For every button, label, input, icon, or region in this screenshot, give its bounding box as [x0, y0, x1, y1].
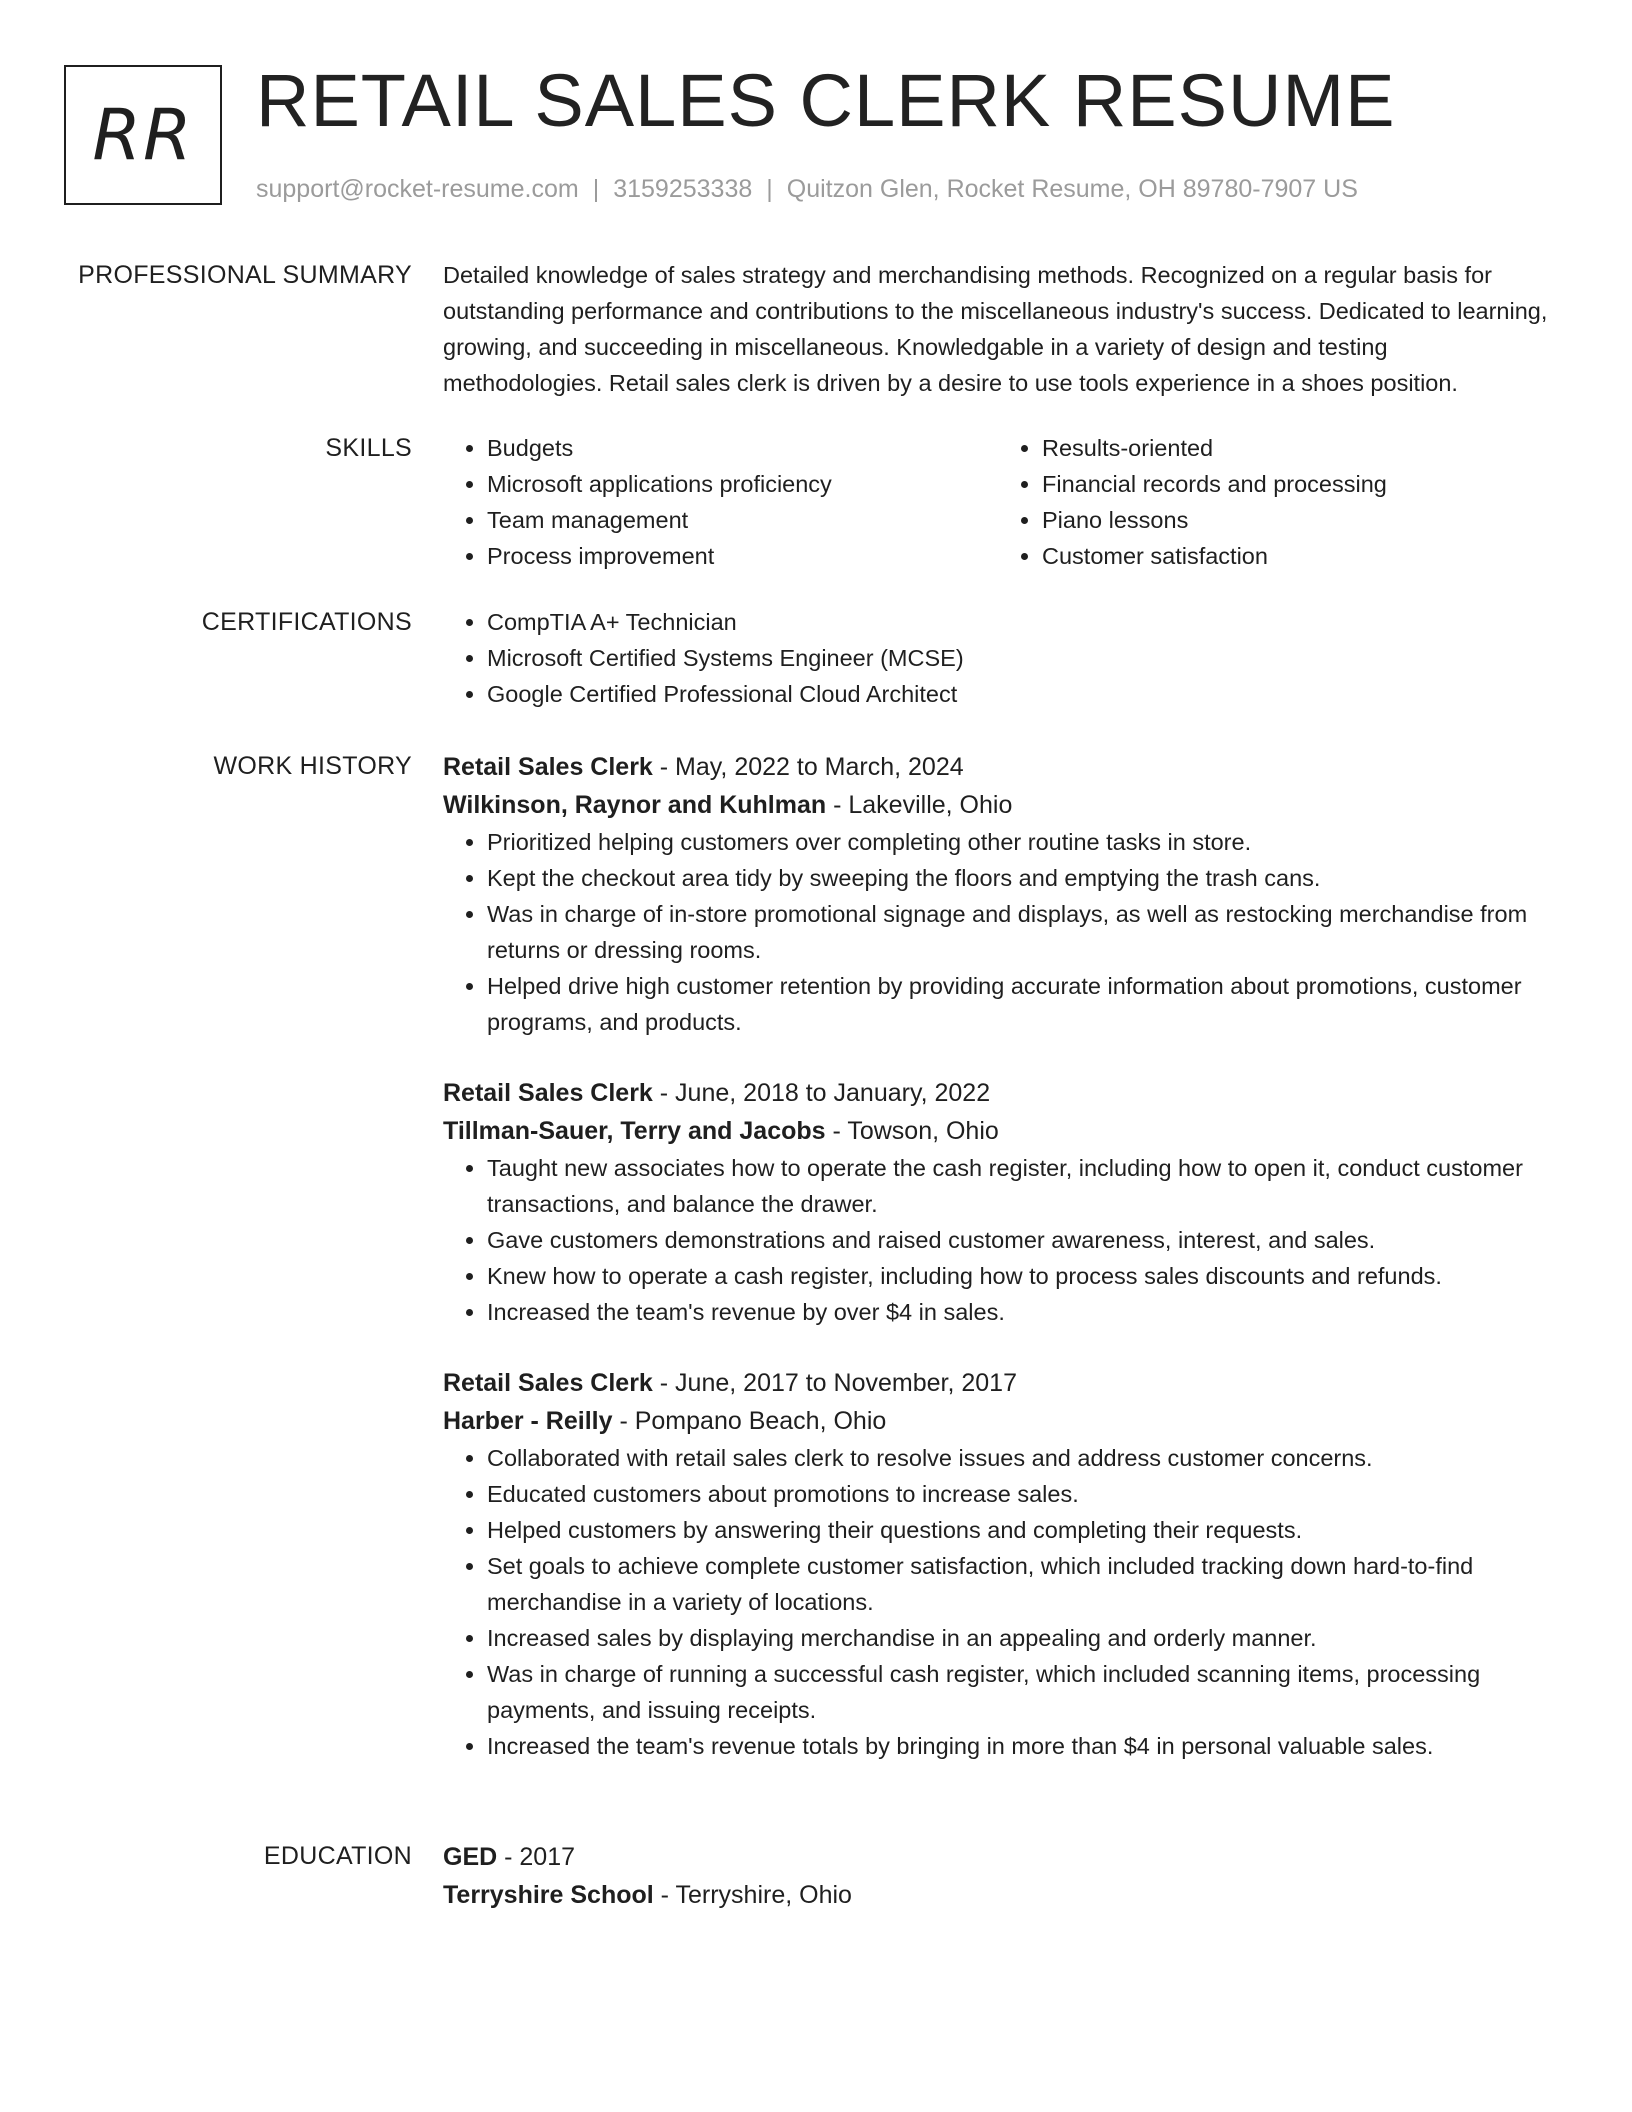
skill-item: • Piano lessons	[1042, 502, 1553, 538]
skill-item: • Results-oriented	[1042, 430, 1553, 466]
section-label-work-history: WORK HISTORY	[213, 752, 412, 780]
degree-line	[443, 1838, 1553, 1876]
job-bullets	[443, 1150, 1553, 1330]
job-title-line	[443, 748, 1553, 786]
skill-item: • Financial records and processing	[1042, 466, 1553, 502]
job-bullet: • Taught new associates how to operate the cash register, including how to open it, conduct customer transactions, and balance the drawer.	[487, 1150, 1553, 1222]
contact-address: Quitzon Glen, Rocket Resume, OH 89780-7907 US	[786, 175, 1358, 203]
section-label-certifications: CERTIFICATIONS	[201, 608, 412, 636]
work-history-body	[443, 748, 1553, 1798]
contact-email[interactable]: support@rocket-resume.com	[256, 175, 579, 203]
school-name: Terryshire School	[443, 1881, 654, 1909]
skills-list-left	[443, 430, 998, 574]
skills-list-right	[998, 430, 1553, 574]
job-bullet: • Helped drive high customer retention by providing accurate information about promotions, customer programs, and products.	[487, 968, 1553, 1040]
job-company: Tillman-Sauer, Terry and Jacobs	[443, 1117, 826, 1145]
certification-item: • Google Certified Professional Cloud Architect	[487, 676, 1553, 712]
job-bullet: • Gave customers demonstrations and raised customer awareness, interest, and sales.	[487, 1222, 1553, 1258]
job-bullet: • Knew how to operate a cash register, including how to process sales discounts and refunds.	[487, 1258, 1553, 1294]
skill-item: • Process improvement	[487, 538, 998, 574]
job-bullets	[443, 824, 1553, 1040]
school-line	[443, 1876, 1553, 1914]
job-bullet: • Increased the team's revenue totals by bringing in more than $4 in personal valuable sales.	[487, 1728, 1553, 1764]
job-location: - Pompano Beach, Ohio	[612, 1407, 887, 1435]
degree-year: - 2017	[497, 1843, 576, 1871]
contact-separator: |	[592, 175, 600, 203]
job-location: - Lakeville, Ohio	[826, 791, 1013, 819]
school-location: - Terryshire, Ohio	[653, 1881, 852, 1909]
section-label-skills: SKILLS	[325, 434, 412, 462]
degree-name: GED	[443, 1843, 498, 1871]
job-bullet: • Was in charge of in-store promotional signage and displays, as well as restocking merchandise from returns or dressing rooms.	[487, 896, 1553, 968]
summary-body	[443, 257, 1553, 401]
job-location: - Towson, Ohio	[825, 1117, 999, 1145]
job-bullets	[443, 1440, 1553, 1764]
job-title-line	[443, 1074, 1553, 1112]
monogram-text: RR	[92, 94, 194, 176]
job-bullet: • Helped customers by answering their questions and completing their requests.	[487, 1512, 1553, 1548]
certifications-body	[443, 604, 1553, 712]
job-bullet: • Was in charge of running a successful cash register, which included scanning items, processing payments, and issuing receipts.	[487, 1656, 1553, 1728]
section-label-summary: PROFESSIONAL SUMMARY	[78, 261, 412, 289]
skill-item: • Budgets	[487, 430, 998, 466]
resume-title: RETAIL SALES CLERK RESUME	[256, 59, 1396, 142]
contact-phone[interactable]: 3159253338	[613, 175, 753, 203]
job-bullet: • Increased sales by displaying merchandise in an appealing and orderly manner.	[487, 1620, 1553, 1656]
job-title: Retail Sales Clerk	[443, 1079, 653, 1107]
job-dates: - June, 2018 to January, 2022	[652, 1079, 991, 1107]
job-bullet: • Collaborated with retail sales clerk to resolve issues and address customer concerns.	[487, 1440, 1553, 1476]
job-company-line	[443, 1112, 1553, 1150]
education-body	[443, 1838, 1553, 1914]
contact-line	[256, 173, 1358, 205]
section-label-education: EDUCATION	[263, 1842, 412, 1870]
skill-item: • Customer satisfaction	[1042, 538, 1553, 574]
monogram-logo	[64, 65, 222, 205]
skill-item: • Microsoft applications proficiency	[487, 466, 998, 502]
contact-separator: |	[766, 175, 773, 203]
certifications-list	[443, 604, 1553, 712]
summary-text: Detailed knowledge of sales strategy and merchandising methods. Recognized on a regular basis for outstanding performance and contributions to the miscellaneous industry's success. Dedicated to learning, growing, and succeeding in miscellaneous. Knowledgable in a variety of design and testing methodologies. Retail sales clerk is driven by a desire to use tools experience in a shoes position.	[443, 262, 1548, 396]
job-entry	[443, 1364, 1553, 1764]
job-bullet: • Increased the team's revenue by over $4 in sales.	[487, 1294, 1553, 1330]
job-title-line	[443, 1364, 1553, 1402]
job-dates: - June, 2017 to November, 2017	[652, 1369, 1017, 1397]
job-title: Retail Sales Clerk	[443, 1369, 653, 1397]
job-dates: - May, 2022 to March, 2024	[652, 753, 964, 781]
certification-item: • CompTIA A+ Technician	[487, 604, 1553, 640]
job-company-line	[443, 1402, 1553, 1440]
skill-item: • Team management	[487, 502, 998, 538]
job-title: Retail Sales Clerk	[443, 753, 653, 781]
job-company: Harber - Reilly	[443, 1407, 613, 1435]
job-company: Wilkinson, Raynor and Kuhlman	[443, 791, 827, 819]
skills-grid	[443, 430, 1553, 574]
job-bullet: • Prioritized helping customers over completing other routine tasks in store.	[487, 824, 1553, 860]
certification-item: • Microsoft Certified Systems Engineer (MCSE)	[487, 640, 1553, 676]
job-company-line	[443, 786, 1553, 824]
job-entry	[443, 1074, 1553, 1330]
job-bullet: • Set goals to achieve complete customer satisfaction, which included tracking down hard-to-find merchandise in a variety of locations.	[487, 1548, 1553, 1620]
job-bullet: • Educated customers about promotions to increase sales.	[487, 1476, 1553, 1512]
job-entry	[443, 748, 1553, 1040]
job-bullet: • Kept the checkout area tidy by sweeping the floors and emptying the trash cans.	[487, 860, 1553, 896]
